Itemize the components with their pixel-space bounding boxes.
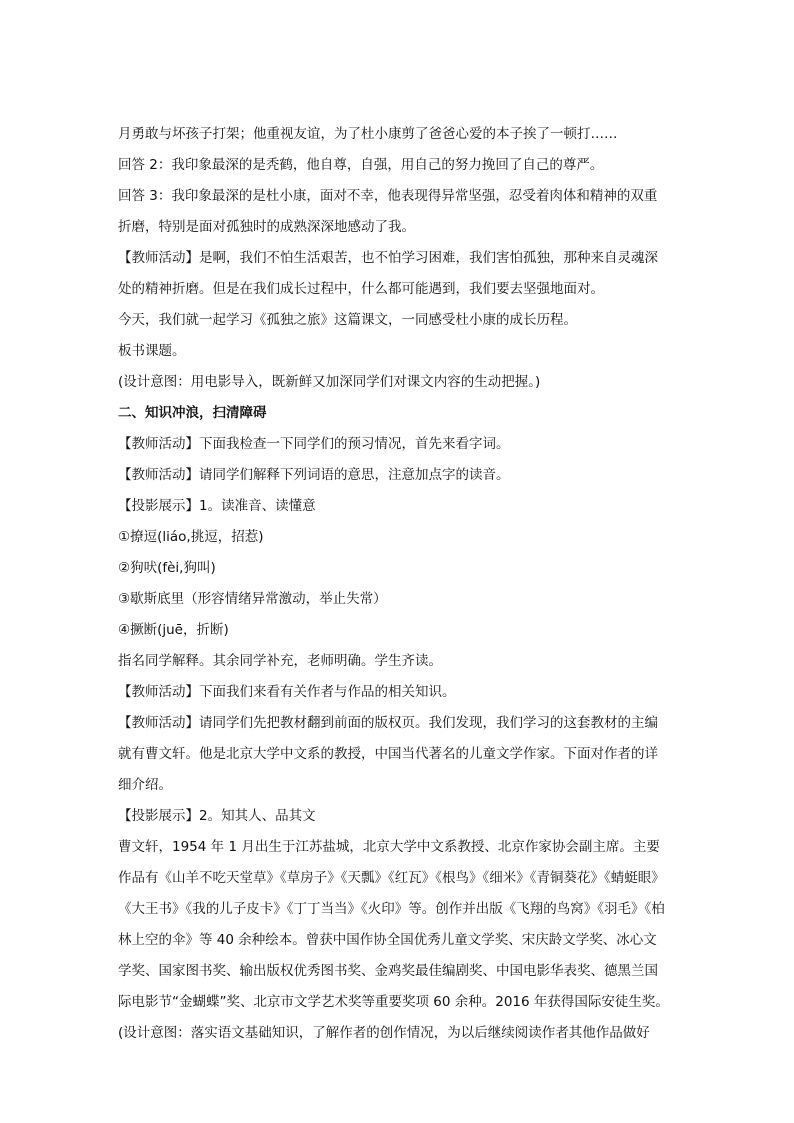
design-intent-line: (设计意图：用电影导入，既新鲜又加深同学们对课文内容的生动把握。) (118, 374, 541, 390)
paragraph-line: 折磨，特别是面对孤独时的成熟深深地感动了我。 (118, 219, 415, 235)
paragraph-line: 板书课题。 (118, 343, 186, 359)
paragraph-line: 指名同学解释。其余同学补充，老师明确。学生齐读。 (118, 653, 442, 669)
projection-line: 【投影展示】2。知其人、品其文 (118, 808, 316, 824)
design-intent-line: (设计意图：落实语文基础知识，了解作者的创作情况，为以后继续阅读作者其他作品做好 (118, 1025, 650, 1041)
author-bio-line: 《大王书》《我的儿子皮卡》《丁丁当当》《火印》等。创作并出版《飞翔的鸟窝》《羽毛》《柏 (118, 901, 665, 917)
teacher-activity-line: 【教师活动】下面我检查一下同学们的预习情况，首先来看字词。 (118, 436, 510, 452)
paragraph-line: 月勇敢与坏孩子打架；他重视友谊，为了杜小康剪了爸爸心爱的本子挨了一顿打…… (118, 126, 618, 142)
paragraph-line: 处的精神折磨。但是在我们成长过程中，什么都可能遇到，我们要去坚强地面对。 (118, 281, 604, 297)
vocab-item: ③歇斯底里（形容情绪异常激动，举止失常） (118, 591, 387, 607)
author-bio-line: 林上空的伞》等 40 余种绘本。曾获中国作协全国优秀儿童文学奖、宋庆龄文学奖、冰心文 (118, 932, 657, 948)
teacher-activity-line: 【教师活动】下面我们来看有关作者与作品的相关知识。 (118, 684, 456, 700)
teacher-activity-line: 【教师活动】请同学们先把教材翻到前面的版权页。我们发现，我们学习的这套教材的主编 (118, 715, 658, 731)
answer-2-line: 回答 2：我印象最深的是秃鹤，他自尊，自强，用自己的努力挽回了自己的尊严。 (118, 157, 604, 173)
paragraph-line: 就有曹文轩。他是北京大学中文系的教授，中国当代著名的儿童文学作家。下面对作者的详 (118, 746, 658, 762)
author-bio-line: 际电影节“金蝴蝶”奖、北京市文学艺术奖等重要奖项 60 余种。2016 年获得国际安徒生奖。 (118, 994, 669, 1010)
vocab-item: ②狗吠(fèi,狗叫) (118, 560, 216, 576)
author-bio-line: 作品有《山羊不吃天堂草》《草房子》《天瓢》《红瓦》《根鸟》《细米》《青铜葵花》《蜻蜓眼》 (118, 870, 665, 886)
projection-line: 【投影展示】1。读准音、读懂意 (118, 498, 316, 514)
vocab-item: ④撅断(juē，折断) (118, 622, 229, 638)
paragraph-line: 细介绍。 (118, 777, 172, 793)
section-heading: 二、知识冲浪，扫清障碍 (118, 405, 267, 421)
teacher-activity-line: 【教师活动】是啊，我们不怕生活艰苦，也不怕学习困难，我们害怕孤独，那种来自灵魂深 (118, 250, 658, 266)
document-page (118, 119, 688, 1049)
vocab-item: ①撩逗(liáo,挑逗，招惹) (118, 529, 264, 545)
author-bio-line: 学奖、国家图书奖、输出版权优秀图书奖、金鸡奖最佳编剧奖、中国电影华表奖、德黑兰国 (118, 963, 658, 979)
answer-3-line: 回答 3：我印象最深的是杜小康，面对不幸，他表现得异常坚强，忍受着肉体和精神的双重 (118, 188, 658, 204)
author-bio-line: 曹文轩，1954 年 1 月出生于江苏盐城，北京大学中文系教授、北京作家协会副主席。主要 (118, 839, 660, 855)
paragraph-line: 今天，我们就一起学习《孤独之旅》这篇课文，一同感受杜小康的成长历程。 (118, 312, 577, 328)
teacher-activity-line: 【教师活动】请同学们解释下列词语的意思，注意加点字的读音。 (118, 467, 510, 483)
